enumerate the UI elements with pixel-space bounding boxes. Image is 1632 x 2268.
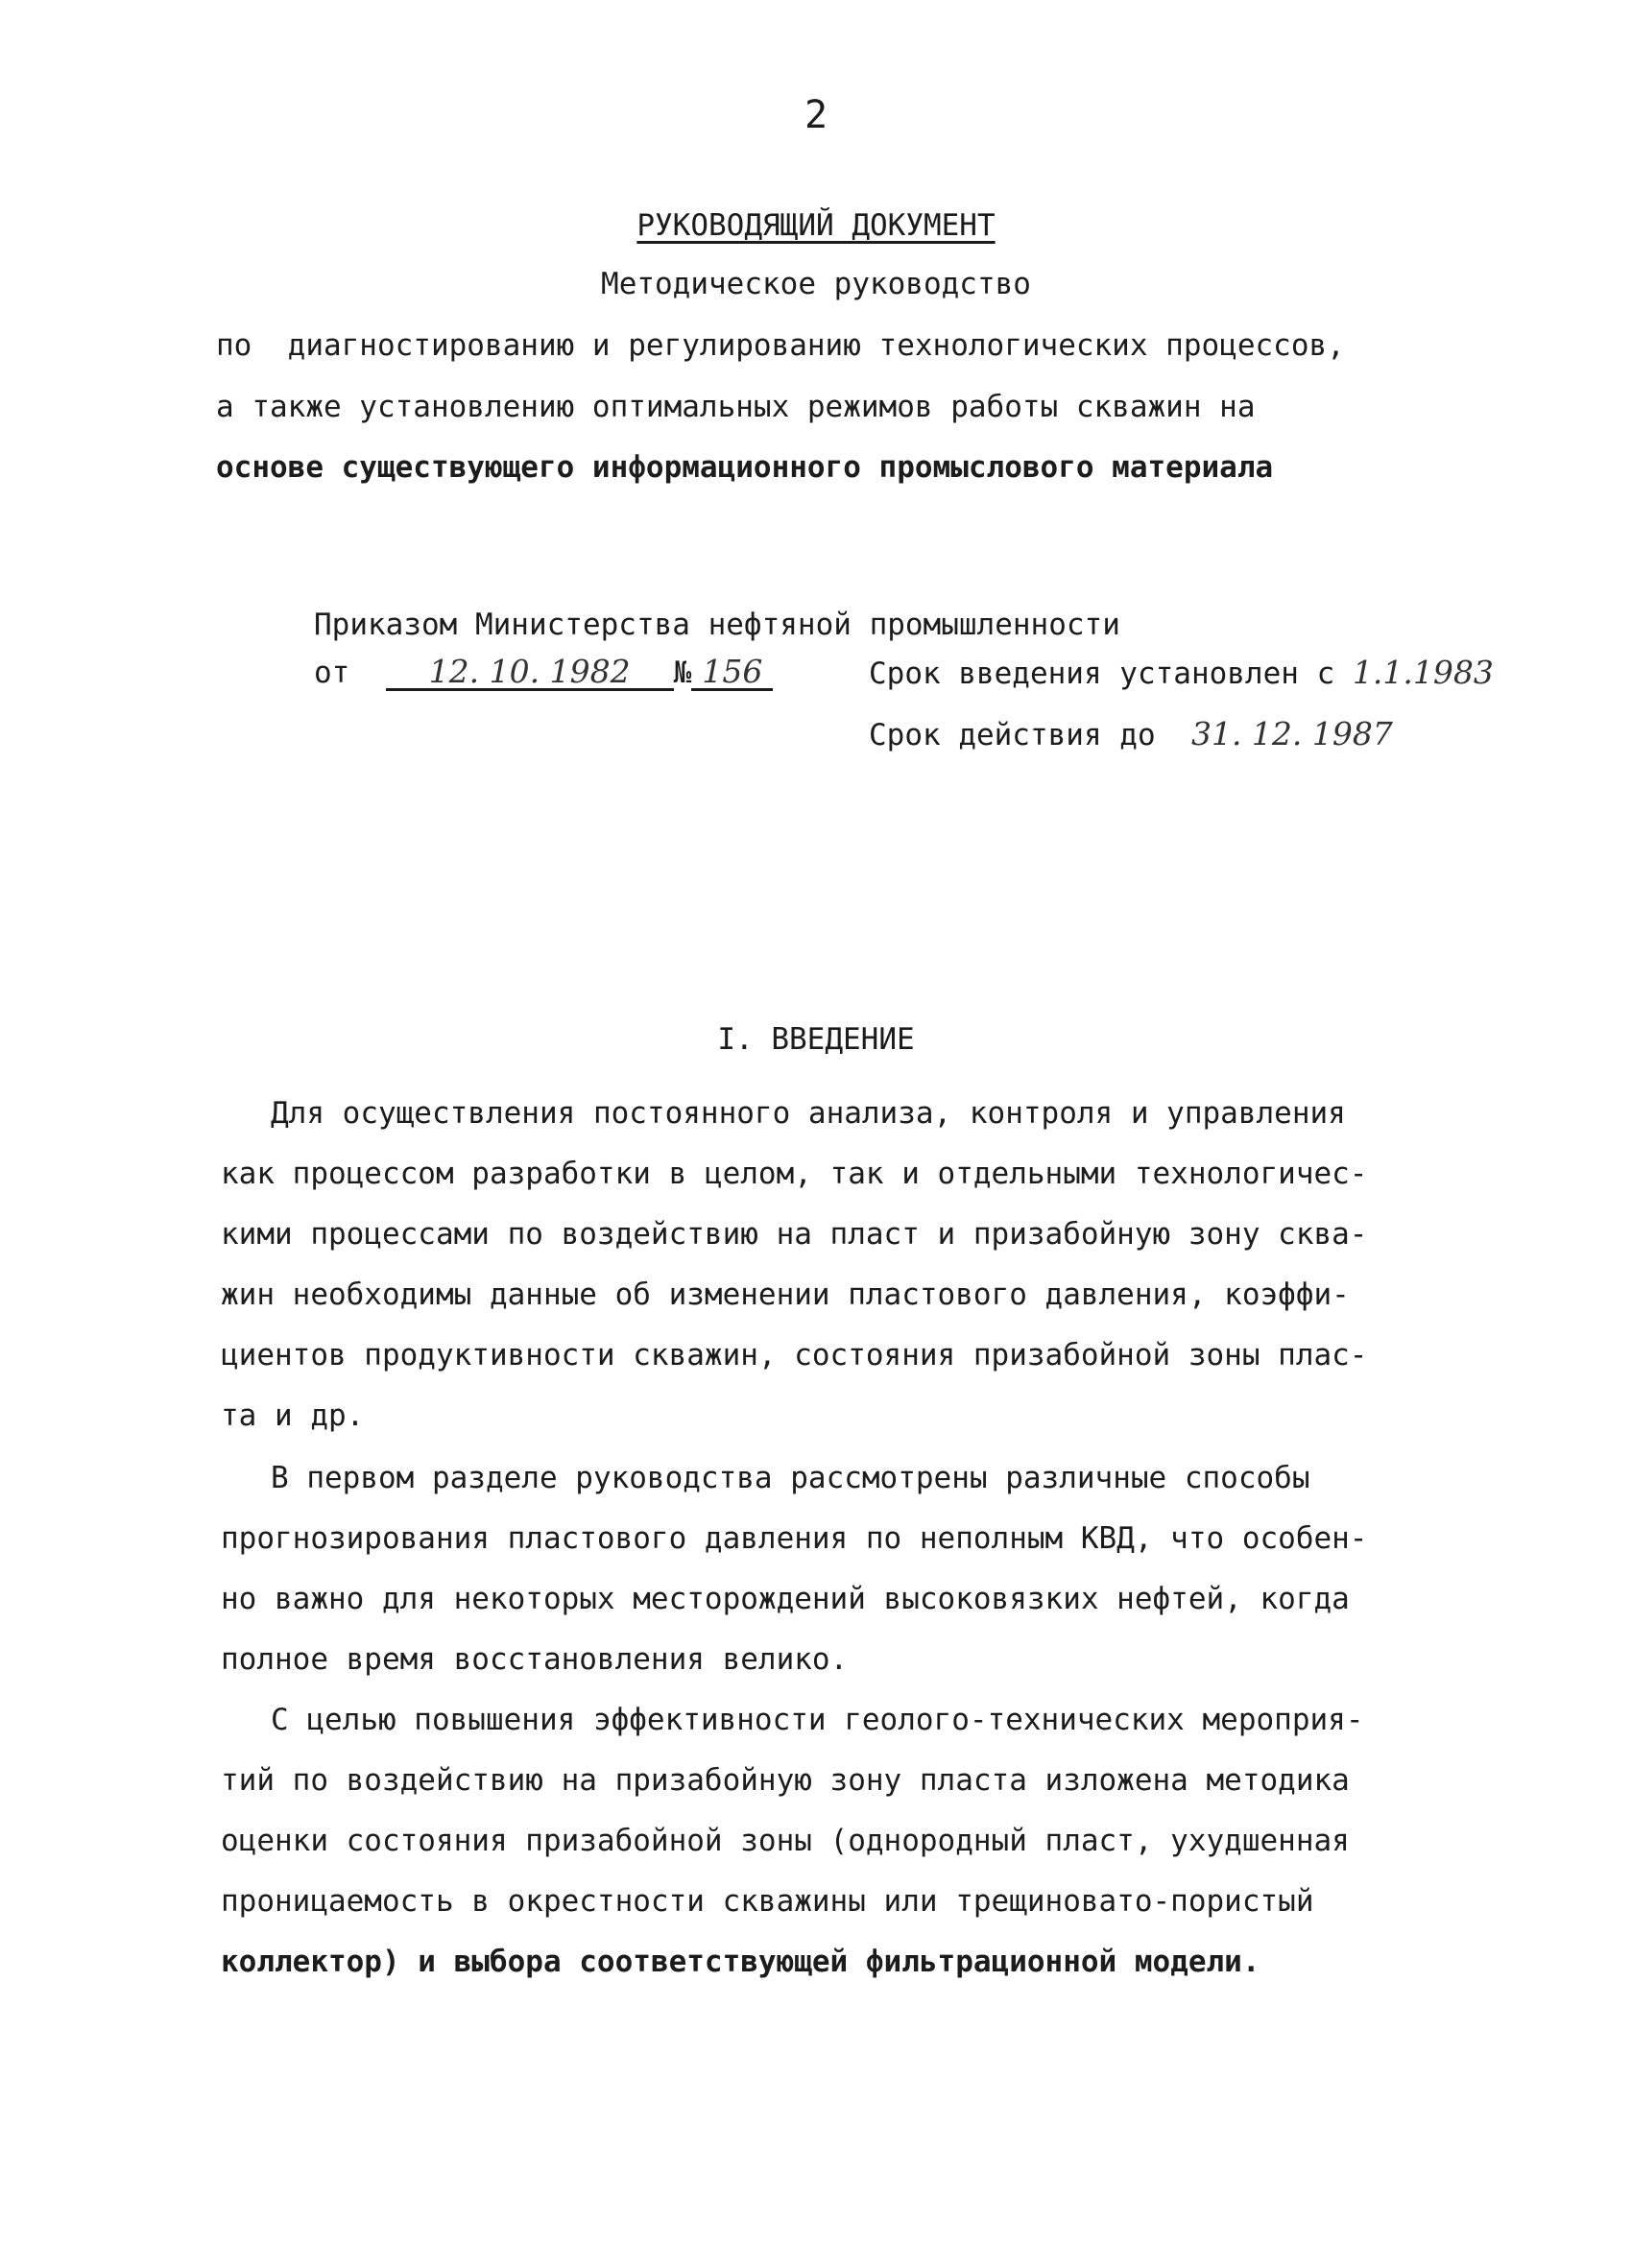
paragraph-line: тий по воздействию на призабойную зону пласта изложена методика [221, 1763, 1350, 1798]
paragraph-line: циентов продуктивности скважин, состояния призабойной зоны плас- [221, 1338, 1368, 1373]
paragraph-line: кими процессами по воздействию на пласт и призабойную зону сква- [221, 1217, 1368, 1252]
paragraph-line: полное время восстановления велико. [221, 1642, 849, 1677]
approval-order-date: 12. 10. 1982 [386, 656, 674, 691]
section-heading: I. ВВЕДЕНИЕ [717, 1022, 915, 1057]
title-line-2: а также установлению оптимальных режимов работы скважин на [216, 390, 1256, 424]
paragraph-line: С целью повышения эффективности геолого-технических мероприя- [271, 1703, 1364, 1737]
approval-validity-date: 31. 12. 1987 [1190, 715, 1393, 752]
paragraph-line: проницаемость в окрестности скважины или трещиновато-пористый [221, 1884, 1314, 1919]
approval-order-line [314, 654, 773, 692]
approval-start-date: 1.1.1983 [1352, 654, 1494, 691]
document-type: РУКОВОДЯЩИЙ ДОКУМЕНТ [636, 208, 996, 243]
paragraph-line: но важно для некоторых месторождений высоковязких нефтей, когда [221, 1582, 1350, 1616]
approval-order-number: 156 [691, 656, 773, 691]
approval-order-text: Приказом Министерства нефтяной промышленности [314, 608, 1120, 642]
title-line-3: основе существующего информационного промыслового материала [216, 450, 1274, 485]
approval-validity-line [869, 715, 1393, 754]
approval-start-label: Срок введения установлен с [869, 657, 1335, 691]
paragraph-line: оценки состояния призабойной зоны (однородный пласт, ухудшенная [221, 1824, 1350, 1858]
paragraph-line: как процессом разработки в целом, так и отдельными технологичес- [221, 1157, 1368, 1191]
page-number: 2 [804, 93, 828, 137]
paragraph-line: Для осуществления постоянного анализа, контроля и управления [271, 1096, 1346, 1131]
paragraph-line: та и др. [221, 1398, 365, 1433]
approval-validity-label: Срок действия до [869, 718, 1156, 752]
approval-number-label: № [673, 656, 692, 690]
title-line-1: по диагностированию и регулированию технологических процессов, [216, 328, 1345, 363]
approval-start-line [869, 654, 1494, 693]
document-subtype: Методическое руководство [601, 267, 1031, 301]
paragraph-line: коллектор) и выбора соответствующей фильтрационной модели. [221, 1945, 1260, 1979]
paragraph-line: жин необходимы данные об изменении пластового давления, коэффи- [221, 1277, 1350, 1312]
approval-from-label: от [314, 656, 350, 690]
paragraph-line: В первом разделе руководства рассмотрены различные способы [271, 1461, 1310, 1495]
paragraph-line: прогнозирования пластового давления по неполным КВД, что особен- [221, 1521, 1368, 1556]
